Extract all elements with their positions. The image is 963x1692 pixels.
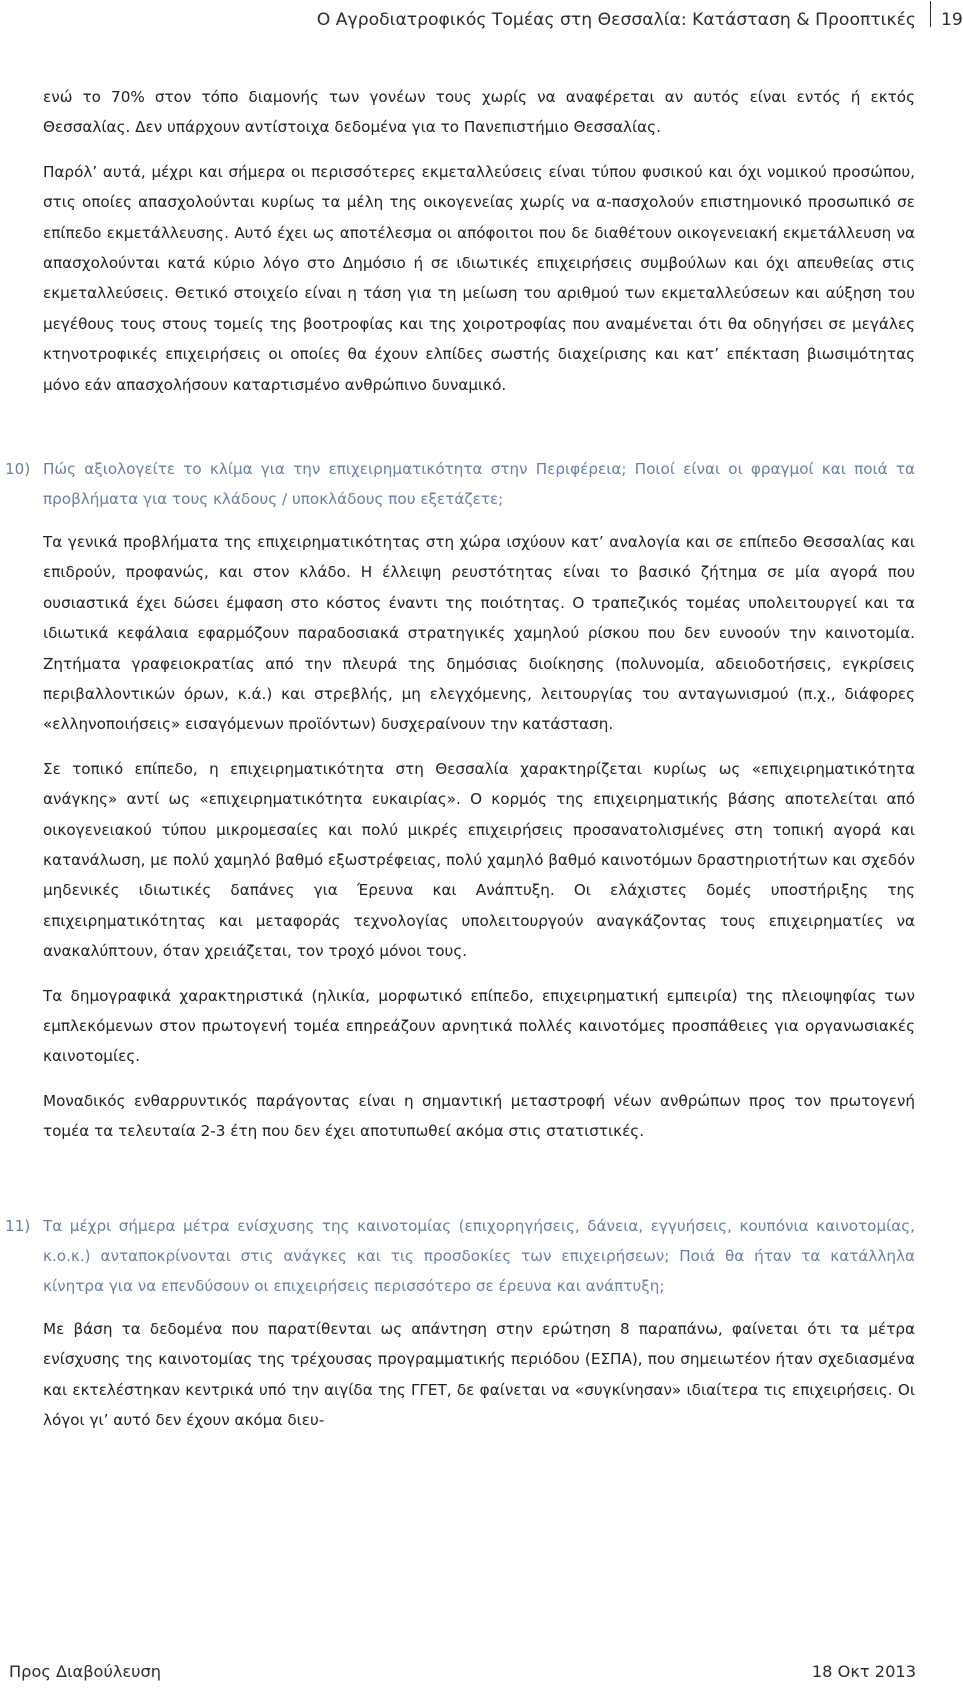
question-text: Τα μέχρι σήμερα μέτρα ενίσχυσης της καινοτομίας (επιχορηγήσεις, δάνεια, εγγυήσεις, κουπόνια καινοτομίας, κ.ο.κ.) ανταποκρίνονται στις ανάγκες και τις προσδοκίες των επιχειρήσεων; Ποιά θα ήταν τα κατάλληλα κίνητρα για να επενδύσουν οι επιχειρήσεις περισσότερο σε έρευνα και ανάπτυξη;: [43, 1216, 915, 1296]
paragraph: ενώ το 70% στον τόπο διαμονής των γονέων τους χωρίς να αναφέρεται αν αυτός είναι εντός ή εκτός Θεσσαλίας. Δεν υπάρχουν αντίστοιχα δεδομένα για το Πανεπιστήμιο Θεσσαλίας.: [43, 88, 915, 137]
section-spacer: [43, 414, 915, 454]
answer-paragraph: Με βάση τα δεδομένα που παρατίθενται ως απάντηση στην ερώτηση 8 παραπάνω, φαίνεται ότι τα μέτρα ενίσχυσης της καινοτομίας της τρέχουσας προγραμματικής περιόδου (ΕΣΠΑ), που σημειωτέον ήταν σχεδιασμένα και εκτελέστηκαν κεντρικά υπό την αιγίδα της ΓΓΕΤ, δε φαίνεται να «συγκίνησαν» ιδιαίτερα τις επιχειρήσεις. Οι λόγοι γι’ αυτό δεν έχουν ακόμα διευ-: [43, 1319, 915, 1430]
question-text: Πώς αξιολογείτε το κλίμα για την επιχειρηματικότητα στην Περιφέρεια; Ποιοί είναι οι φραγμοί και ποιά τα προβλήματα για τους κλάδους / υποκλάδους που εξετάζετε;: [43, 460, 915, 509]
question-number: 11): [5, 1216, 31, 1235]
question-11: [5, 1211, 915, 1302]
footer-status: Προς Διαβούλευση: [9, 1662, 162, 1681]
page-number: 19: [941, 10, 963, 30]
section-spacer: [43, 1161, 915, 1211]
footer-date: 18 Οκτ 2013: [811, 1662, 916, 1681]
page-header: [0, 0, 963, 40]
question-number: 10): [5, 460, 31, 479]
answer-paragraph: Μοναδικός ενθαρρυντικός παράγοντας είναι η σημαντική μεταστροφή νέων ανθρώπων προς τον πρωτογενή τομέα τα τελευταία 2-3 έτη που δεν έχει αποτυπωθεί ακόμα στις στατιστικές.: [43, 1091, 915, 1141]
header-divider: [930, 1, 931, 27]
answer-paragraph: Τα δημογραφικά χαρακτηριστικά (ηλικία, μορφωτικό επίπεδο, επιχειρηματική εμπειρία) της πλειοψηφίας των εμπλεκόμενων στον πρωτογενή τομέα επηρεάζουν αρνητικά πολλές καινοτόμες προσπάθειες για οργανωσιακές καινοτομίες.: [43, 986, 915, 1066]
document-title: Ο Αγροδιατροφικός Τομέας στη Θεσσαλία: Κατάσταση & Προοπτικές: [316, 10, 916, 30]
answer-paragraph: Τα γενικά προβλήματα της επιχειρηματικότητας στη χώρα ισχύουν κατ’ αναλογία και σε επίπεδο Θεσσαλίας και επιδρούν, προφανώς, και στον κλάδο. Η έλλειψη ρευστότητας είναι το βασικό ζήτημα σε μία αγορά που ουσιαστικά έχει δώσει έμφαση στο κόστος έναντι της ποιότητας. Ο τραπεζικός τομέας υπολειτουργεί και τα ιδιωτικά κεφάλαια εφαρμόζουν παραδοσιακά στρατηγικές χαμηλού ρίσκου που δεν ευνοούν την καινοτομία. Ζητήματα γραφειοκρατίας από την πλευρά της δημόσιας διοίκησης (πολυνομία, αδειοδοτήσεις, εγκρίσεις περιβαλλοντικών όρων, κ.ά.) και στρεβλής, μη ελεγχόμενης, λειτουργίας του ανταγωνισμού (π.χ., διάφορες «ελληνοποιήσεις» εισαγόμενων προϊόντων) δυσχεραίνουν την κατάσταση.: [43, 532, 915, 734]
question-10: [5, 454, 915, 515]
page-content: [5, 82, 915, 1449]
paragraph: Παρόλ’ αυτά, μέχρι και σήμερα οι περισσότερες εκμεταλλεύσεις είναι τύπου φυσικού και όχι νομικού προσώπου, στις οποίες απασχολούνται κυρίως τα μέλη της οικογενείας χωρίς να α-πασχολούν επιστημονικό προσωπικό σε επίπεδο εκμετάλλευσης. Αυτό έχει ως αποτέλεσμα οι απόφοιτοι που δε διαθέτουν οικογενειακή εκμετάλλευση να απασχολούνται κατά κύριο λόγο στο Δημόσιο ή σε ιδιωτικές επιχειρήσεις συμβούλων και όχι απευθείας στις εκμεταλλεύσεις. Θετικό στοιχείο είναι η τάση για τη μείωση του αριθμού των εκμεταλλεύσεων και αύξηση του μεγέθους τους στους τομείς της βοοτροφίας και της χοιροτροφίας που αναμένεται ότι θα οδηγήσει σε μεγάλες κτηνοτροφικές επιχειρήσεις οι οποίες θα έχουν ελπίδες σωστής διαχείρισης και κατ’ επέκταση βιωσιμότητας μόνο εάν απασχολήσουν καταρτισμένο ανθρώπινο δυναμικό.: [43, 162, 915, 394]
answer-paragraph: Σε τοπικό επίπεδο, η επιχειρηματικότητα στη Θεσσαλία χαρακτηρίζεται κυρίως ως «επιχειρηματικότητα ανάγκης» αντί ως «επιχειρηματικότητα ευκαιρίας». Ο κορμός της επιχειρηματικής βάσης αποτελείται από οικογενειακού τύπου μικρομεσαίες και πολύ μικρές επιχειρήσεις προσανατολισμένες στη τοπική αγορά και κατανάλωση, με πολύ χαμηλό βαθμό εξωστρέφειας, πολύ χαμηλό βαθμό καινοτόμων δραστηριοτήτων και σχεδόν μηδενικές ιδιωτικές δαπάνες για Έρευνα και Ανάπτυξη. Οι ελάχιστες δομές υποστήριξης της επιχειρηματικότητας και μεταφοράς τεχνολογίας υπολειτουργούν αναγκάζοντας τους επιχειρηματίες να ανακαλύπτουν, όταν χρειάζεται, τον τροχό μόνοι τους.: [43, 759, 915, 961]
